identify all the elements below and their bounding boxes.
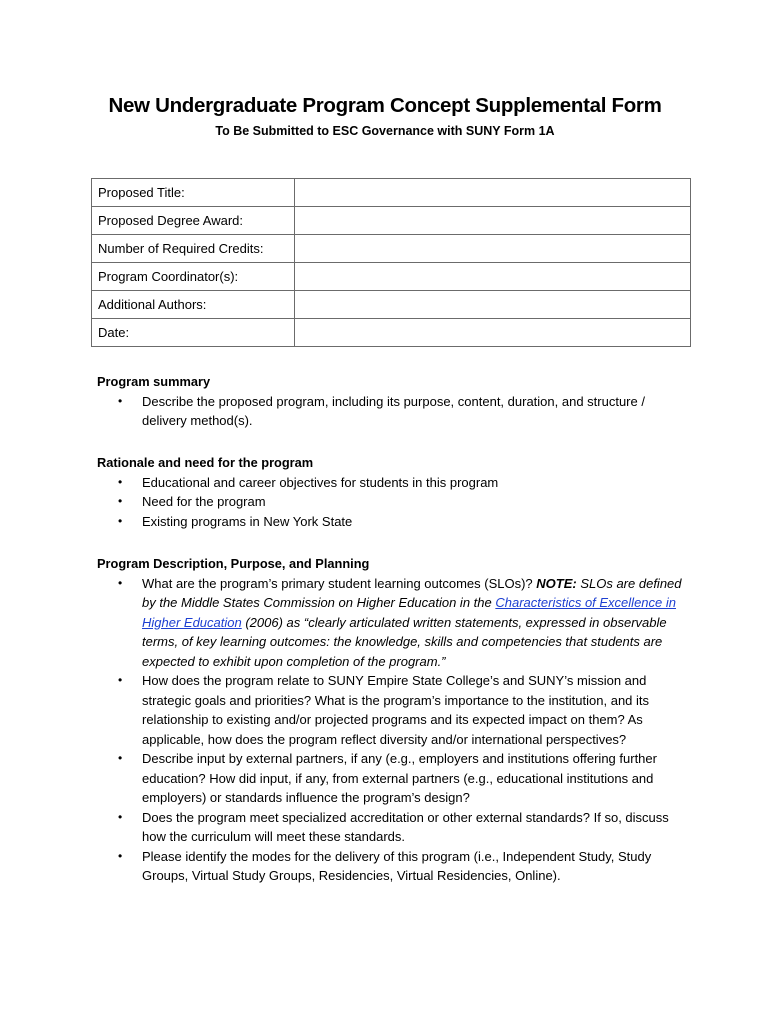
field-label-degree-award: Proposed Degree Award: — [92, 207, 295, 235]
degree-award-input[interactable] — [295, 207, 691, 235]
characteristics-of-excellence-link[interactable]: Characteristics of Excellence in Higher Education — [142, 595, 676, 630]
list-item — [97, 574, 687, 672]
program-info-table — [91, 178, 691, 347]
list-item-text: Does the program meet specialized accreditation or other external standards? If so, discuss how the curriculum will meet these standards. — [142, 809, 669, 844]
form-title: New Undergraduate Program Concept Supplemental Form — [108, 94, 662, 117]
list-item — [97, 392, 687, 431]
program-summary-section — [97, 372, 687, 431]
list-item-text: Describe the proposed program, including its purpose, content, duration, and structure / delivery method(s). — [142, 393, 645, 428]
bullet-list — [97, 574, 687, 886]
bullet-icon: • — [118, 751, 123, 765]
table-row — [92, 207, 691, 235]
table-row — [92, 235, 691, 263]
note-label: NOTE: — [536, 575, 577, 591]
list-item-text: Describe input by external partners, if any (e.g., employers and institutions offering further education? How did input, if any, from external partners (e.g., educational institutions and employers) or standards influence the program’s design? — [142, 751, 657, 805]
bullet-icon: • — [118, 393, 123, 408]
date-input[interactable] — [295, 319, 691, 347]
list-item-text: How does the program relate to SUNY Empire State College’s and SUNY’s mission and strategic goals and priorities? What is the program’s importance to the institution, and its relationship to existing and/or projected programs and its expected impact on them? As applicable, how does the program reflect diversity and/or international perspectives? — [142, 673, 650, 747]
list-item — [97, 512, 687, 532]
slo-question: What are the program’s primary student learning outcomes (SLOs)? — [142, 575, 537, 591]
field-label-additional-authors: Additional Authors: — [92, 291, 295, 319]
slo-definition-text: (2006) as “clearly articulated written statements, expressed in observable terms, of key learning outcomes: the knowledge, skills and competencies that students are expected to exhibit upon completion of the program.” — [142, 614, 667, 669]
field-label-program-coordinator: Program Coordinator(s): — [92, 263, 295, 291]
list-item — [97, 492, 687, 512]
list-item-text: Need for the program — [142, 494, 266, 509]
list-item — [97, 473, 687, 493]
list-item — [97, 749, 687, 808]
list-item — [97, 671, 687, 749]
proposed-title-input[interactable] — [295, 179, 691, 207]
table-row — [92, 263, 691, 291]
required-credits-input[interactable] — [295, 235, 691, 263]
list-item — [97, 808, 687, 847]
additional-authors-input[interactable] — [295, 291, 691, 319]
list-item-text: Please identify the modes for the delivery of this program (i.e., Independent Study, Study Groups, Virtual Study Groups, Residencies, Virtual Residencies, Online). — [142, 848, 652, 883]
bullet-icon: • — [118, 673, 123, 687]
list-item-text: Educational and career objectives for students in this program — [142, 474, 499, 490]
note-text: SLOs are defined by the Middle States Commission on Higher Education in the — [142, 575, 682, 610]
bullet-icon: • — [118, 513, 123, 528]
section-heading: Program Description, Purpose, and Planning — [97, 556, 370, 571]
bullet-icon: • — [118, 575, 123, 590]
bullet-icon: • — [118, 494, 123, 508]
bullet-list — [97, 473, 687, 532]
bullet-list — [97, 392, 687, 431]
list-item — [97, 847, 687, 886]
bullet-icon: • — [118, 809, 123, 824]
field-label-proposed-title: Proposed Title: — [92, 179, 295, 207]
form-subtitle: To Be Submitted to ESC Governance with SUNY Form 1A — [215, 124, 555, 138]
field-label-date: Date: — [92, 319, 295, 347]
section-heading: Rationale and need for the program — [97, 455, 314, 470]
bullet-icon: • — [118, 474, 123, 489]
list-item-text: Existing programs in New York State — [142, 513, 353, 529]
section-heading: Program summary — [97, 374, 211, 389]
table-row — [92, 319, 691, 347]
bullet-icon: • — [118, 848, 123, 863]
program-description-section — [97, 554, 687, 886]
rationale-section — [97, 453, 687, 531]
table-row — [92, 179, 691, 207]
field-label-required-credits: Number of Required Credits: — [92, 235, 295, 263]
program-coordinator-input[interactable] — [295, 263, 691, 291]
table-row — [92, 291, 691, 319]
